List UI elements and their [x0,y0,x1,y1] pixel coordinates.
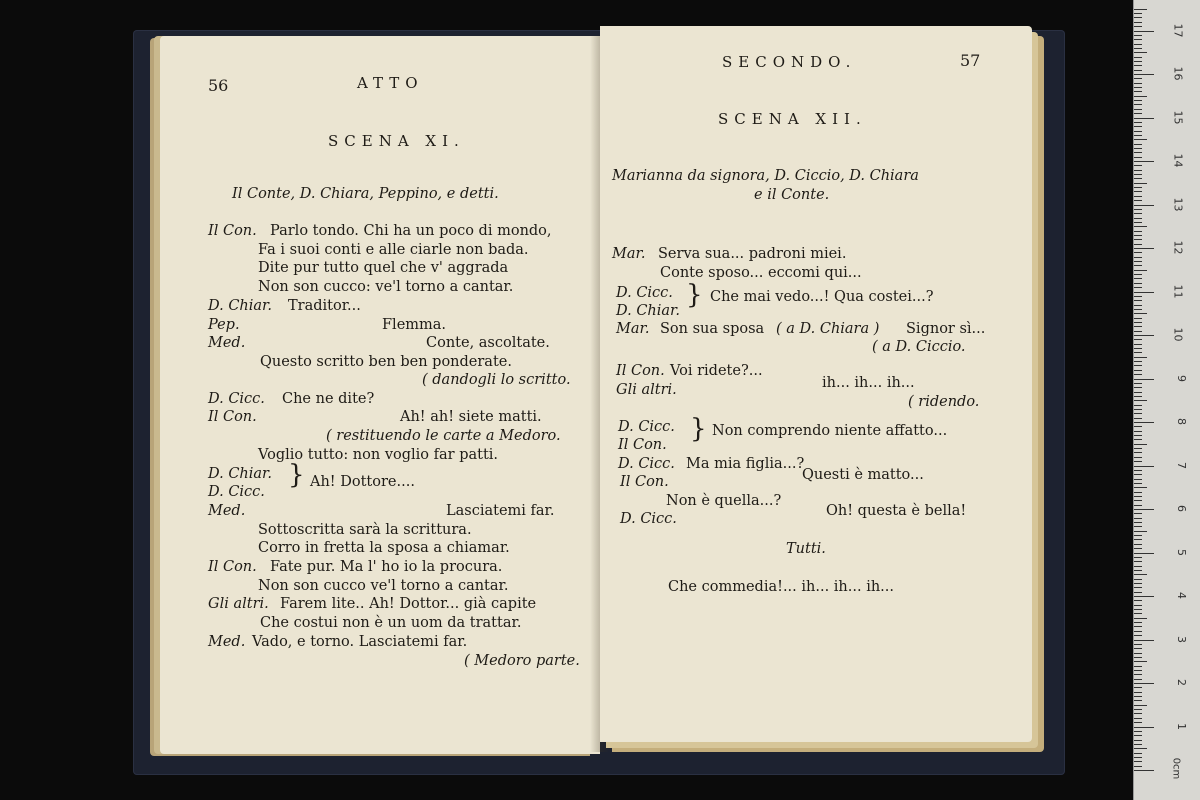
ruler-tick [1134,257,1142,258]
ruler-tick [1134,196,1142,197]
ruler-tick [1134,218,1142,219]
ruler-tick [1134,600,1142,601]
verse-line: Farem lite.. Ah! Dottor... già capite [280,596,537,612]
ruler-tick [1134,318,1142,319]
ruler-tick [1134,370,1142,371]
ruler-tick [1134,292,1154,293]
ruler-tick [1134,439,1142,440]
scene-title: SCENA XII. [718,110,867,128]
stage-direction: ( restituendo le carte a Medoro. [326,428,561,444]
verse-line: Ma mia figlia...? [686,456,805,472]
left-page [160,36,600,754]
ruler-tick [1134,409,1142,410]
verse-line: Vado, e torno. Lasciatemi far. [252,634,468,650]
stage-direction: ( ridendo. [908,394,980,410]
verse-line: Dite pur tutto quel che v' aggrada [258,260,509,276]
verse-line: Non è quella...? [666,493,782,509]
ruler-tick [1134,583,1142,584]
ruler-tick [1134,144,1142,145]
ruler-tick [1134,457,1142,458]
ruler-tick [1134,740,1142,741]
ruler-tick [1134,278,1142,279]
ruler-tick [1134,213,1142,214]
ruler-tick [1134,300,1142,301]
ruler-tick [1134,526,1142,527]
ruler-tick [1134,200,1142,201]
ruler-tick [1134,109,1142,110]
ruler-tick [1134,444,1147,445]
ruler-tick [1134,296,1142,297]
ruler-tick [1134,753,1142,754]
ruler-tick [1134,479,1142,480]
ruler-number: 5 [1175,548,1188,556]
ruler-tick [1134,574,1147,575]
speaker: Gli altri. [208,596,269,612]
ruler-tick [1134,287,1142,288]
speaker: Mar. [612,246,646,262]
ruler-tick [1134,483,1142,484]
speaker: Il Con. [618,437,667,453]
ruler-tick [1134,357,1147,358]
ruler-tick [1134,683,1154,684]
ruler-tick [1134,118,1154,119]
ruler-tick [1134,431,1142,432]
ruler-tick [1134,713,1142,714]
ruler-tick [1134,757,1142,758]
ruler-tick [1134,383,1142,384]
ruler-tick [1134,631,1142,632]
verse-line: Questo scritto ben ben ponderate. [260,354,512,370]
measurement-ruler [1133,0,1200,800]
ruler-tick [1134,644,1142,645]
ruler-tick [1134,535,1142,536]
ruler-tick [1134,531,1147,532]
ruler-tick [1134,727,1154,728]
ruler-tick [1134,648,1142,649]
ruler-tick [1134,587,1142,588]
ruler-tick [1134,183,1147,184]
ruler-tick [1134,405,1142,406]
verse-line: Sottoscritta sarà la scrittura. [258,522,472,538]
ruler-tick [1134,44,1142,45]
ruler-tick [1134,544,1142,545]
ruler-tick [1134,653,1142,654]
ruler-tick [1134,135,1142,136]
brace-mark: } [690,414,707,444]
verse-line: Non comprendo niente affatto... [712,423,948,439]
ruler-tick [1134,48,1142,49]
ruler-tick [1134,374,1142,375]
ruler-tick [1134,705,1147,706]
verse-line: Che ne dite? [282,391,375,407]
verse-line: Conte sposo... eccomi qui... [660,265,862,281]
ruler-tick [1134,122,1142,123]
ruler-number: 7 [1175,461,1188,469]
ruler-tick [1134,622,1142,623]
ruler-tick [1134,448,1142,449]
ruler-tick [1134,283,1142,284]
ruler-tick [1134,748,1147,749]
ruler-tick [1134,392,1142,393]
stage-direction: ( a D. Chiara ) [776,321,880,337]
ruler-tick [1134,426,1142,427]
ruler-tick [1134,709,1142,710]
speaker: Med. [208,634,246,650]
verse-line: Che costui non è un uom da trattar. [260,615,522,631]
ruler-tick [1134,718,1142,719]
ruler-tick [1134,152,1142,153]
verse-line: Son sua sposa [660,321,765,337]
ruler-tick [1134,78,1142,79]
ruler-tick [1134,31,1154,32]
ruler-tick [1134,274,1142,275]
ruler-tick [1134,518,1142,519]
ruler-tick [1134,252,1142,253]
ruler-tick [1134,626,1142,627]
ruler-number: 10 [1171,327,1185,342]
ruler-tick [1134,592,1142,593]
verse-line: Che mai vedo...! Qua costei...? [710,289,934,305]
ruler-tick [1134,361,1142,362]
ruler-tick [1134,596,1154,597]
speaker: D. Cicc. [208,484,265,500]
ruler-tick [1134,248,1154,249]
ruler-tick [1134,396,1142,397]
running-head: ATTO [357,74,424,92]
verse-line: Flemma. [382,317,447,333]
speaker: Pep. [208,317,240,333]
ruler-tick [1134,178,1142,179]
ruler-tick [1134,170,1142,171]
ruler-tick [1134,235,1142,236]
ruler-tick [1134,696,1142,697]
ruler-tick [1134,9,1147,10]
ruler-tick [1134,670,1142,671]
ruler-tick [1134,352,1142,353]
ruler-tick [1134,26,1142,27]
ruler-tick [1134,635,1142,636]
verse-line: Voglio tutto: non voglio far patti. [258,447,499,463]
ruler-tick [1134,139,1147,140]
ruler-tick [1134,387,1142,388]
verse-line: Ah! Dottore.... [310,474,415,490]
ruler-tick [1134,87,1142,88]
ruler-tick [1134,57,1142,58]
ruler-tick [1134,91,1142,92]
ruler-tick [1134,226,1147,227]
ruler-tick [1134,513,1142,514]
ruler-tick [1134,487,1147,488]
ruler-tick [1134,265,1142,266]
ruler-number: 14 [1171,153,1185,168]
ruler-tick [1134,113,1142,114]
ruler-tick [1134,722,1142,723]
ruler-tick [1134,422,1154,423]
ruler-tick [1134,492,1142,493]
ruler-tick [1134,339,1142,340]
verse-line: Serva sua... padroni miei. [658,246,847,262]
speaker: D. Chiar. [208,466,272,482]
ruler-tick [1134,744,1142,745]
ruler-tick [1134,474,1142,475]
ruler-tick [1134,17,1142,18]
ruler-tick [1134,413,1142,414]
ruler-tick [1134,557,1142,558]
ruler-tick [1134,65,1142,66]
ruler-tick [1134,566,1142,567]
ruler-tick [1134,344,1142,345]
ruler-tick [1134,666,1142,667]
ruler-tick [1134,96,1147,97]
ruler-number: 2 [1175,679,1188,686]
ruler-tick [1134,52,1147,53]
ruler-tick [1134,100,1142,101]
ruler-tick [1134,500,1142,501]
ruler-tick [1134,509,1154,510]
verse-line: Corro in fretta la sposa a chiamar. [258,540,510,556]
ruler-number: 9 [1175,374,1188,382]
page-number: 56 [208,76,229,95]
ruler-number: 13 [1171,197,1185,211]
ruler-unit-label: 0cm [1170,757,1182,780]
speaker: Med. [208,503,246,519]
ruler-tick [1134,157,1142,158]
ruler-tick [1134,61,1142,62]
running-head: SECONDO. [722,53,857,71]
stage-direction: Tutti. [786,541,826,557]
speaker: Med. [208,335,246,351]
ruler-tick [1134,679,1142,680]
ruler-tick [1134,348,1142,349]
ruler-tick [1134,761,1142,762]
right-page [600,26,1032,742]
ruler-number: 4 [1175,592,1188,599]
ruler-tick [1134,231,1142,232]
speaker: Il Con. [616,363,665,379]
cast-list: Marianna da signora, D. Ciccio, D. Chiara [612,168,919,184]
verse-line: Voi ridete?... [670,363,763,379]
speaker: D. Cicc. [618,456,675,472]
brace-mark: } [686,280,703,310]
ruler-tick [1134,766,1142,767]
verse-line: Lasciatemi far. [446,503,555,519]
page-number: 57 [960,51,981,70]
ruler-tick [1134,222,1142,223]
ruler-tick [1134,161,1154,162]
ruler-tick [1134,661,1147,662]
ruler-tick [1134,148,1142,149]
ruler-tick [1134,609,1142,610]
ruler-tick [1134,379,1154,380]
speaker: Mar. [616,321,650,337]
ruler-tick [1134,104,1142,105]
speaker: D. Chiar. [616,303,680,319]
verse-line: Fate pur. Ma l' ho io la procura. [270,559,503,575]
ruler-tick [1134,209,1142,210]
verse-line: Che commedia!... ih... ih... ih... [668,579,895,595]
ruler-tick [1134,613,1142,614]
scene-title: SCENA XI. [328,132,465,150]
verse-line: Non son cucco: ve'l torno a cantar. [258,279,514,295]
ruler-tick [1134,561,1142,562]
ruler-tick [1134,770,1154,771]
verse-line: Non son cucco ve'l torno a cantar. [258,578,509,594]
ruler-tick [1134,205,1154,206]
ruler-tick [1134,700,1142,701]
ruler-number: 15 [1171,110,1185,124]
cast-list: e il Conte. [754,187,830,203]
stage-direction: ( dandogli lo scritto. [422,372,571,388]
verse-line: Conte, ascoltate. [426,335,550,351]
ruler-tick [1134,326,1142,327]
ruler-tick [1134,505,1142,506]
ruler-number: 1 [1175,722,1188,730]
ruler-tick [1134,322,1142,323]
speaker: Il Con. [208,559,257,575]
verse-line: Ah! ah! siete matti. [400,409,542,425]
ruler-tick [1134,640,1154,641]
verse-line: Oh! questa è bella! [826,503,967,519]
ruler-tick [1134,731,1142,732]
ruler-tick [1134,335,1154,336]
ruler-tick [1134,435,1142,436]
ruler-tick [1134,22,1142,23]
brace-mark: } [288,460,305,490]
ruler-tick [1134,244,1142,245]
speaker: D. Chiar. [208,298,272,314]
ruler-number: 11 [1171,284,1185,298]
ruler-number: 8 [1175,418,1188,425]
speaker: Il Con. [208,223,257,239]
ruler-tick [1134,365,1142,366]
ruler-tick [1134,687,1142,688]
ruler-tick [1134,309,1142,310]
verse-line: ih... ih... ih... [822,375,915,391]
ruler-tick [1134,618,1147,619]
verse-line: Parlo tondo. Chi ha un poco di mondo, [270,223,552,239]
speaker: Il Con. [620,474,669,490]
ruler-tick [1134,313,1147,314]
ruler-tick [1134,270,1147,271]
ruler-tick [1134,74,1154,75]
ruler-tick [1134,496,1142,497]
ruler-number: 6 [1175,505,1188,512]
ruler-tick [1134,83,1142,84]
ruler-tick [1134,39,1142,40]
ruler-tick [1134,331,1142,332]
ruler-number: 3 [1175,635,1188,643]
ruler-tick [1134,165,1142,166]
ruler-tick [1134,400,1147,401]
verse-line: Questi è matto... [802,467,924,483]
stage-direction: ( Medoro parte. [464,653,580,669]
ruler-tick [1134,70,1142,71]
ruler-number: 16 [1171,66,1185,81]
ruler-tick [1134,605,1142,606]
speaker: D. Cicc. [616,285,673,301]
ruler-tick [1134,187,1142,188]
ruler-tick [1134,305,1142,306]
speaker: D. Cicc. [620,511,677,527]
ruler-tick [1134,539,1142,540]
ruler-tick [1134,239,1142,240]
ruler-number: 12 [1171,240,1185,255]
ruler-tick [1134,461,1142,462]
ruler-tick [1134,522,1142,523]
ruler-tick [1134,174,1142,175]
ruler-tick [1134,261,1142,262]
ruler-tick [1134,126,1142,127]
ruler-tick [1134,657,1142,658]
speaker: Gli altri. [616,382,677,398]
ruler-tick [1134,570,1142,571]
ruler-tick [1134,553,1154,554]
ruler-tick [1134,470,1142,471]
ruler-tick [1134,452,1142,453]
stage-direction: ( a D. Ciccio. [872,339,966,355]
ruler-tick [1134,13,1142,14]
verse-line: Fa i suoi conti e alle ciarle non bada. [258,242,529,258]
speaker: D. Cicc. [208,391,265,407]
ruler-number: 17 [1171,23,1185,37]
ruler-tick [1134,131,1142,132]
speaker: Il Con. [208,409,257,425]
ruler-tick [1134,692,1142,693]
ruler-tick [1134,548,1142,549]
ruler-tick [1134,418,1142,419]
verse-line: Traditor... [288,298,361,314]
ruler-tick [1134,191,1142,192]
verse-line: Signor sì... [906,321,986,337]
ruler-tick [1134,735,1142,736]
ruler-tick [1134,674,1142,675]
ruler-tick [1134,35,1142,36]
cast-list: Il Conte, D. Chiara, Peppino, e detti. [232,186,499,202]
ruler-tick [1134,466,1154,467]
speaker: D. Cicc. [618,419,675,435]
ruler-tick [1134,579,1142,580]
